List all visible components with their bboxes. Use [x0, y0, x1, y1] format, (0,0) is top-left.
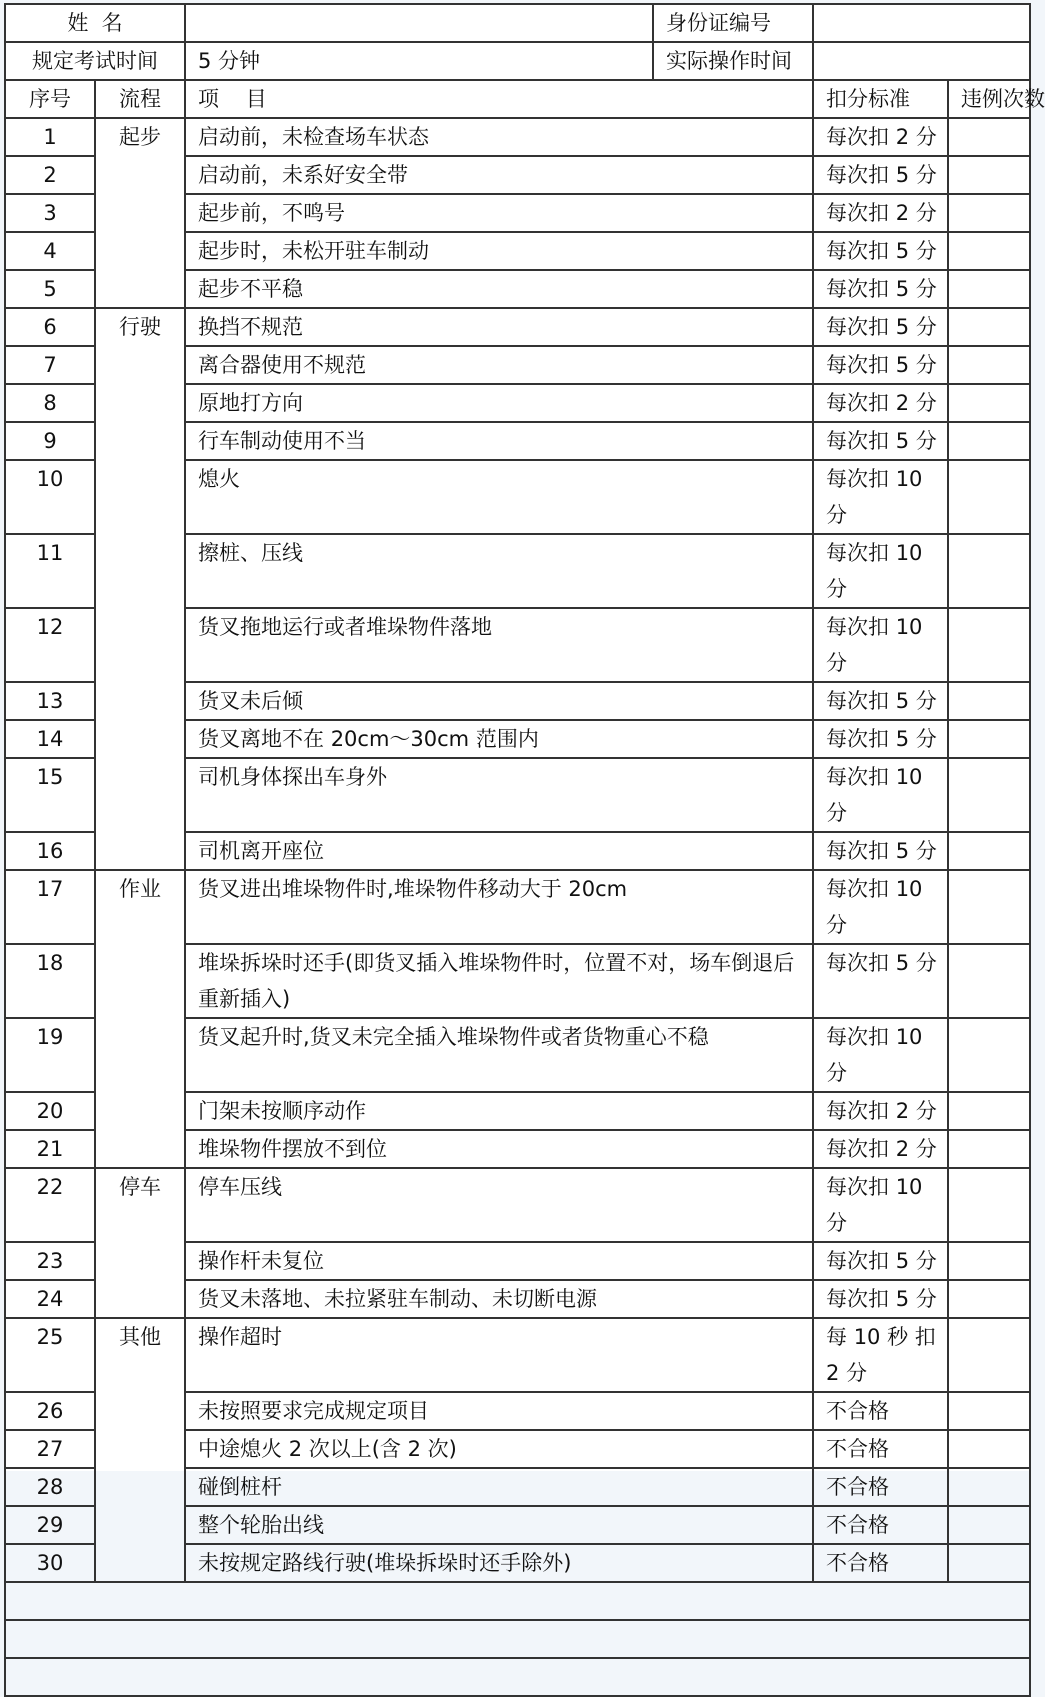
rule-item: 货叉进出堆垛物件时,堆垛物件移动大于 20cm — [185, 870, 813, 944]
deduction-standard: 每次扣 5 分 — [813, 270, 948, 308]
rule-rows — [5, 118, 1030, 1582]
col-seq-header: 序号 — [5, 80, 95, 118]
rule-item: 行车制动使用不当 — [185, 422, 813, 460]
blank-cell[interactable] — [5, 1620, 1030, 1658]
table-row — [5, 1168, 1030, 1242]
rule-item: 门架未按顺序动作 — [185, 1092, 813, 1130]
deduction-standard: 不合格 — [813, 1430, 948, 1468]
violation-count-cell[interactable] — [948, 1242, 1030, 1280]
rule-item: 货叉起升时,货叉未完全插入堆垛物件或者货物重心不稳 — [185, 1018, 813, 1092]
time-row — [5, 42, 1030, 80]
row-number: 9 — [5, 422, 95, 460]
row-number: 15 — [5, 758, 95, 832]
deduction-standard: 每次扣 10 分 — [813, 870, 948, 944]
violation-count-cell[interactable] — [948, 832, 1030, 870]
blank-cell[interactable] — [5, 1582, 1030, 1620]
violation-count-cell[interactable] — [948, 1544, 1030, 1582]
row-number: 13 — [5, 682, 95, 720]
rule-item: 起步前，不鸣号 — [185, 194, 813, 232]
stage-label: 停车 — [95, 1168, 185, 1318]
rule-item: 货叉未落地、未拉紧驻车制动、未切断电源 — [185, 1280, 813, 1318]
violation-count-cell[interactable] — [948, 1430, 1030, 1468]
row-number: 7 — [5, 346, 95, 384]
deduction-standard: 每次扣 2 分 — [813, 1130, 948, 1168]
violation-count-cell[interactable] — [948, 1392, 1030, 1430]
row-number: 20 — [5, 1092, 95, 1130]
stage-label: 作业 — [95, 870, 185, 1168]
blank-row — [5, 1620, 1030, 1658]
rule-item: 司机身体探出车身外 — [185, 758, 813, 832]
row-number: 24 — [5, 1280, 95, 1318]
row-number: 27 — [5, 1430, 95, 1468]
rule-item: 起步不平稳 — [185, 270, 813, 308]
violation-count-cell[interactable] — [948, 534, 1030, 608]
deduction-standard: 每次扣 10 分 — [813, 534, 948, 608]
rule-item: 整个轮胎出线 — [185, 1506, 813, 1544]
violation-count-cell[interactable] — [948, 1130, 1030, 1168]
deduction-standard: 每次扣 2 分 — [813, 118, 948, 156]
deduction-standard: 每次扣 2 分 — [813, 194, 948, 232]
table-row — [5, 308, 1030, 346]
rule-item: 未按照要求完成规定项目 — [185, 1392, 813, 1430]
violation-count-cell[interactable] — [948, 870, 1030, 944]
rule-item: 碰倒桩杆 — [185, 1468, 813, 1506]
name-label: 姓 名 — [5, 4, 185, 42]
deduction-standard: 每次扣 5 分 — [813, 308, 948, 346]
rule-item: 擦桩、压线 — [185, 534, 813, 608]
rule-item: 离合器使用不规范 — [185, 346, 813, 384]
violation-count-cell[interactable] — [948, 118, 1030, 156]
rule-item: 中途熄火 2 次以上(含 2 次) — [185, 1430, 813, 1468]
violation-count-cell[interactable] — [948, 460, 1030, 534]
name-row — [5, 4, 1030, 42]
stage-label: 其他 — [95, 1318, 185, 1582]
deduction-standard: 每次扣 5 分 — [813, 944, 948, 1018]
rule-item: 操作杆未复位 — [185, 1242, 813, 1280]
row-number: 23 — [5, 1242, 95, 1280]
col-count-header: 违例次数 — [948, 80, 1030, 118]
deduction-standard: 每次扣 5 分 — [813, 1280, 948, 1318]
column-header-row — [5, 80, 1030, 118]
blank-row — [5, 1658, 1030, 1696]
row-number: 19 — [5, 1018, 95, 1092]
deduction-standard: 每次扣 5 分 — [813, 720, 948, 758]
violation-count-cell[interactable] — [948, 608, 1030, 682]
actual-time-field[interactable] — [813, 42, 1030, 80]
row-number: 29 — [5, 1506, 95, 1544]
violation-count-cell[interactable] — [948, 232, 1030, 270]
row-number: 17 — [5, 870, 95, 944]
row-number: 6 — [5, 308, 95, 346]
deduction-standard: 每次扣 5 分 — [813, 832, 948, 870]
col-stage-header: 流程 — [95, 80, 185, 118]
name-field[interactable] — [185, 4, 653, 42]
rule-item: 货叉离地不在 20cm～30cm 范围内 — [185, 720, 813, 758]
violation-count-cell[interactable] — [948, 1018, 1030, 1092]
table-row — [5, 118, 1030, 156]
col-standard-header: 扣分标准 — [813, 80, 948, 118]
row-number: 30 — [5, 1544, 95, 1582]
deduction-standard: 每次扣 2 分 — [813, 1092, 948, 1130]
deduction-standard: 每次扣 2 分 — [813, 384, 948, 422]
deduction-standard: 每次扣 10 分 — [813, 460, 948, 534]
deduction-standard: 每次扣 5 分 — [813, 682, 948, 720]
violation-count-cell[interactable] — [948, 422, 1030, 460]
scoring-sheet — [4, 3, 1045, 1575]
violation-count-cell[interactable] — [948, 270, 1030, 308]
rule-item: 堆垛物件摆放不到位 — [185, 1130, 813, 1168]
blank-row — [5, 1582, 1030, 1620]
rule-item: 货叉未后倾 — [185, 682, 813, 720]
violation-count-cell[interactable] — [948, 1280, 1030, 1318]
violation-count-cell[interactable] — [948, 384, 1030, 422]
stage-label: 起步 — [95, 118, 185, 308]
row-number: 11 — [5, 534, 95, 608]
actual-time-label: 实际操作时间 — [653, 42, 813, 80]
deduction-standard: 不合格 — [813, 1468, 948, 1506]
rule-item: 换挡不规范 — [185, 308, 813, 346]
deduction-standard: 不合格 — [813, 1544, 948, 1582]
row-number: 26 — [5, 1392, 95, 1430]
rule-item: 货叉拖地运行或者堆垛物件落地 — [185, 608, 813, 682]
table-row — [5, 870, 1030, 944]
row-number: 4 — [5, 232, 95, 270]
id-field[interactable] — [813, 4, 1030, 42]
row-number: 12 — [5, 608, 95, 682]
rule-item: 停车压线 — [185, 1168, 813, 1242]
id-label: 身份证编号 — [653, 4, 813, 42]
violation-count-cell[interactable] — [948, 194, 1030, 232]
row-number: 18 — [5, 944, 95, 1018]
deduction-standard: 每次扣 10 分 — [813, 608, 948, 682]
deduction-standard: 每 10 秒 扣 2 分 — [813, 1318, 948, 1392]
violation-count-cell[interactable] — [948, 156, 1030, 194]
row-number: 3 — [5, 194, 95, 232]
exam-time-value: 5 分钟 — [185, 42, 653, 80]
violation-count-cell[interactable] — [948, 944, 1030, 1018]
deduction-standard: 每次扣 5 分 — [813, 156, 948, 194]
row-number: 5 — [5, 270, 95, 308]
deduction-standard: 每次扣 10 分 — [813, 758, 948, 832]
scoring-table — [4, 3, 1045, 1697]
row-number: 21 — [5, 1130, 95, 1168]
rule-item: 未按规定路线行驶(堆垛拆垛时还手除外) — [185, 1544, 813, 1582]
row-number: 16 — [5, 832, 95, 870]
rule-item: 堆垛拆垛时还手(即货叉插入堆垛物件时，位置不对，场车倒退后重新插入) — [185, 944, 813, 1018]
row-number: 28 — [5, 1468, 95, 1506]
deduction-standard: 每次扣 5 分 — [813, 232, 948, 270]
rule-item: 启动前，未系好安全带 — [185, 156, 813, 194]
table-row — [5, 1318, 1030, 1392]
violation-count-cell[interactable] — [948, 1168, 1030, 1242]
rule-item: 起步时，未松开驻车制动 — [185, 232, 813, 270]
violation-count-cell[interactable] — [948, 1092, 1030, 1130]
violation-count-cell[interactable] — [948, 346, 1030, 384]
rule-item: 熄火 — [185, 460, 813, 534]
rule-item: 操作超时 — [185, 1318, 813, 1392]
blank-cell[interactable] — [5, 1658, 1030, 1696]
deduction-standard: 每次扣 10 分 — [813, 1168, 948, 1242]
violation-count-cell[interactable] — [948, 1506, 1030, 1544]
violation-count-cell[interactable] — [948, 308, 1030, 346]
rule-item: 司机离开座位 — [185, 832, 813, 870]
rule-item: 启动前，未检查场车状态 — [185, 118, 813, 156]
row-number: 14 — [5, 720, 95, 758]
violation-count-cell[interactable] — [948, 758, 1030, 832]
violation-count-cell[interactable] — [948, 1318, 1030, 1392]
violation-count-cell[interactable] — [948, 720, 1030, 758]
row-number: 8 — [5, 384, 95, 422]
row-number: 2 — [5, 156, 95, 194]
exam-time-label: 规定考试时间 — [5, 42, 185, 80]
row-number: 10 — [5, 460, 95, 534]
violation-count-cell[interactable] — [948, 1468, 1030, 1506]
deduction-standard: 每次扣 10 分 — [813, 1018, 948, 1092]
row-number: 25 — [5, 1318, 95, 1392]
col-item-header: 项 目 — [185, 80, 813, 118]
stage-label: 行驶 — [95, 308, 185, 870]
row-number: 22 — [5, 1168, 95, 1242]
deduction-standard: 每次扣 5 分 — [813, 346, 948, 384]
violation-count-cell[interactable] — [948, 682, 1030, 720]
deduction-standard: 不合格 — [813, 1506, 948, 1544]
deduction-standard: 每次扣 5 分 — [813, 1242, 948, 1280]
row-number: 1 — [5, 118, 95, 156]
rule-item: 原地打方向 — [185, 384, 813, 422]
deduction-standard: 不合格 — [813, 1392, 948, 1430]
deduction-standard: 每次扣 5 分 — [813, 422, 948, 460]
